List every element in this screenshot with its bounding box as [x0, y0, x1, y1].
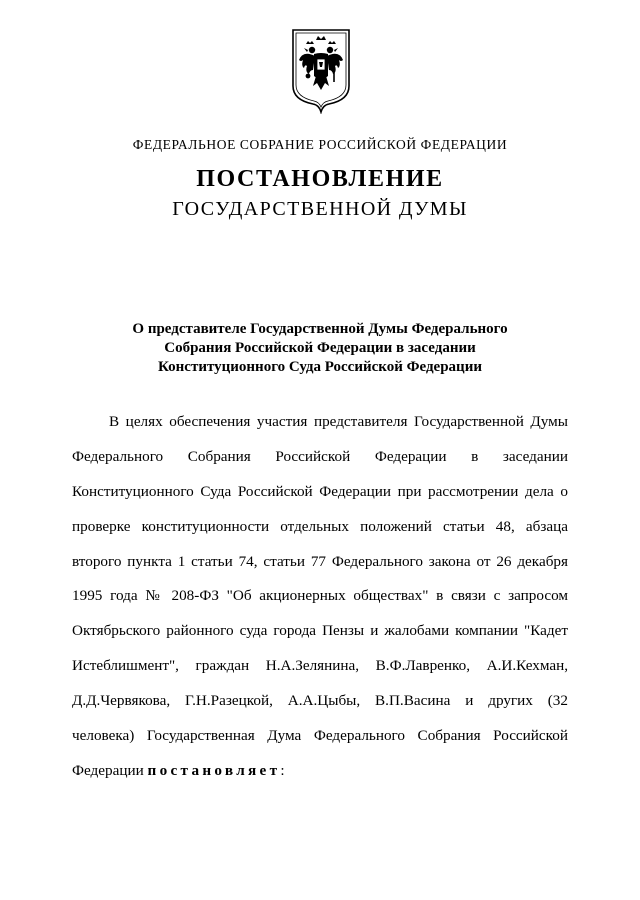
body-line: Д.Д.Червякова, Г.Н.Разецкой, А.А.Цыбы, В.П.Васина и других (32	[72, 692, 568, 710]
title-line: О представителе Государственной Думы Федерального	[132, 321, 508, 337]
body-line: Октябрьского районного суда города Пензы и жалобами компании "Кадет	[72, 622, 568, 640]
assembly-heading: ФЕДЕРАЛЬНОЕ СОБРАНИЕ РОССИЙСКОЙ ФЕДЕРАЦИИ	[132, 137, 508, 152]
body-line: проверке конституционности отдельных положений статьи 48, абзаца	[72, 517, 568, 535]
state-emblem-icon	[289, 26, 353, 114]
body-line: Федерального Собрания Российской Федерации в заседании	[72, 447, 568, 465]
title-line: Конституционного Суда Российской Федерации	[158, 359, 482, 375]
decree-word: постановляет	[147, 761, 281, 779]
body-line: человека) Государственная Дума Федерального Собрания Российской	[72, 727, 568, 745]
body-final-line	[72, 754, 568, 789]
body-line: 1995 года № 208-ФЗ "Об акционерных обществах" в связи с запросом	[72, 587, 568, 605]
body-line: Истеблишмент", граждан Н.А.Зелянина, В.Ф.Лавренко, А.И.Кехман,	[72, 657, 568, 675]
document-type-heading: ПОСТАНОВЛЕНИЕ	[196, 166, 444, 192]
document-body	[72, 405, 568, 789]
body-line: В целях обеспечения участия представителя Государственной Думы	[109, 413, 568, 430]
body-line: Конституционного Суда Российской Федерации при рассмотрении дела о	[72, 482, 568, 500]
final-line-suffix: :	[280, 761, 285, 779]
issuer-heading: ГОСУДАРСТВЕННОЙ ДУМЫ	[172, 198, 468, 220]
body-line: второго пункта 1 статьи 74, статьи 77 Федерального закона от 26 декабря	[72, 552, 568, 570]
final-line-prefix: Федерации	[72, 761, 144, 779]
title-line: Собрания Российской Федерации в заседании	[164, 340, 476, 356]
document-title	[100, 320, 540, 377]
